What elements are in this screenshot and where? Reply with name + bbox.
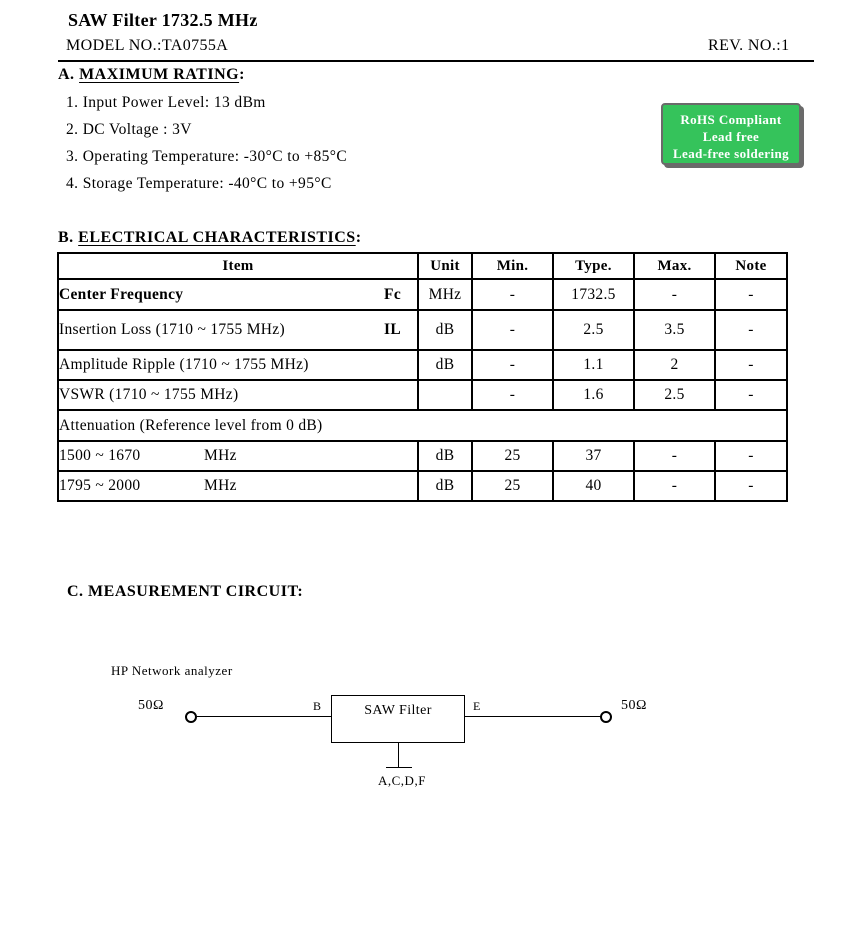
cell-max: - (634, 279, 715, 310)
table-row (58, 380, 787, 410)
rating-operating-temp: 3. Operating Temperature: -30°C to +85°C (66, 148, 348, 165)
cell-max: - (634, 471, 715, 501)
cell-note: - (715, 471, 787, 501)
left-wire (197, 716, 331, 717)
cell-typ: 37 (553, 441, 634, 471)
table-row (58, 310, 787, 350)
cell-typ: 1732.5 (553, 279, 634, 310)
cell-note: - (715, 380, 787, 410)
cell-typ: 1.1 (553, 350, 634, 380)
section-b-heading: B. ELECTRICAL CHARACTERISTICS: (58, 229, 362, 246)
row-item: Insertion Loss (1710 ~ 1755 MHz) IL (58, 310, 418, 350)
left-terminal-node (185, 711, 197, 723)
cell-max: 2.5 (634, 380, 715, 410)
ground-wire (398, 743, 399, 767)
revision-number: REV. NO.:1 (708, 37, 790, 54)
cell-min: 25 (472, 441, 553, 471)
rohs-line-2: Lead free (702, 129, 760, 144)
row-item: Amplitude Ripple (1710 ~ 1755 MHz) (58, 350, 418, 380)
cell-max: - (634, 441, 715, 471)
attenuation-label: Attenuation (Reference level from 0 dB) (58, 410, 787, 441)
cell-max: 3.5 (634, 310, 715, 350)
row-item: 1795 ~ 2000 MHz (58, 471, 418, 501)
row-item: 1500 ~ 1670 MHz (58, 441, 418, 471)
cell-unit: dB (418, 350, 472, 380)
header-unit: Unit (418, 253, 472, 279)
ground-pins-label: A,C,D,F (378, 773, 426, 788)
cell-unit: dB (418, 471, 472, 501)
row-item: Center Frequency Fc (58, 279, 418, 310)
table-header-row (58, 253, 787, 279)
port-b-label: B (313, 699, 322, 713)
cell-min: - (472, 350, 553, 380)
cell-note: - (715, 310, 787, 350)
table-row (58, 441, 787, 471)
saw-filter-block: SAW Filter (331, 695, 465, 743)
section-c-heading: C. MEASUREMENT CIRCUIT: (67, 583, 304, 600)
rating-input-power: 1. Input Power Level: 13 dBm (66, 94, 266, 111)
cell-min: 25 (472, 471, 553, 501)
attenuation-label-row (58, 410, 787, 441)
row-item: VSWR (1710 ~ 1755 MHz) (58, 380, 418, 410)
header-divider (58, 60, 814, 62)
header-max: Max. (634, 253, 715, 279)
cell-note: - (715, 279, 787, 310)
right-wire (465, 716, 601, 717)
header-min: Min. (472, 253, 553, 279)
header-typ: Type. (553, 253, 634, 279)
model-number: MODEL NO.:TA0755A (66, 37, 229, 54)
cell-unit (418, 380, 472, 410)
cell-min: - (472, 279, 553, 310)
analyzer-label: HP Network analyzer (111, 663, 233, 678)
rohs-compliant-badge (661, 103, 801, 165)
cell-note: - (715, 441, 787, 471)
cell-unit: dB (418, 310, 472, 350)
electrical-characteristics-table (57, 252, 788, 502)
rohs-line-1: RoHS Compliant (680, 112, 782, 127)
cell-unit: MHz (418, 279, 472, 310)
table-row (58, 471, 787, 501)
cell-min: - (472, 310, 553, 350)
rating-dc-voltage: 2. DC Voltage : 3V (66, 121, 192, 138)
cell-typ: 1.6 (553, 380, 634, 410)
right-terminal-node (600, 711, 612, 723)
rating-storage-temp: 4. Storage Temperature: -40°C to +95°C (66, 175, 332, 192)
section-a-heading: A. MAXIMUM RATING: (58, 66, 245, 83)
cell-typ: 2.5 (553, 310, 634, 350)
cell-max: 2 (634, 350, 715, 380)
header-note: Note (715, 253, 787, 279)
table-row (58, 279, 787, 310)
rohs-line-3: Lead-free soldering (672, 146, 790, 161)
document-title: SAW Filter 1732.5 MHz (68, 10, 258, 30)
cell-note: - (715, 350, 787, 380)
cell-typ: 40 (553, 471, 634, 501)
right-impedance-label: 50Ω (621, 698, 647, 713)
table-row (58, 350, 787, 380)
cell-min: - (472, 380, 553, 410)
ground-symbol (386, 767, 412, 768)
left-impedance-label: 50Ω (138, 698, 164, 713)
header-item: Item (58, 253, 418, 279)
cell-unit: dB (418, 441, 472, 471)
port-e-label: E (473, 699, 481, 713)
